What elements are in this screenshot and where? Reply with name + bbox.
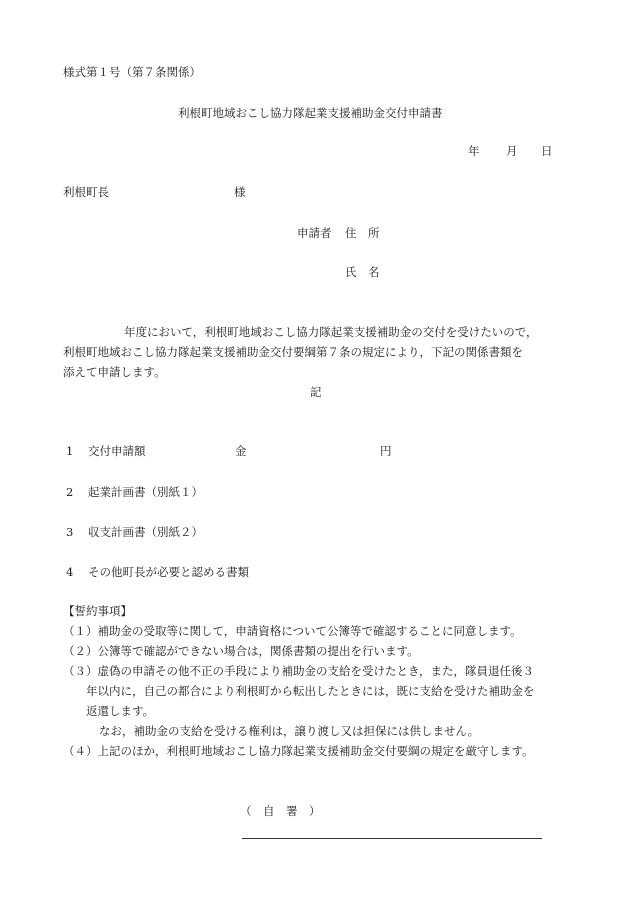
- pledge-line-1: （１）補助金の受取等に関して，申請資格について公簿等で確認することに同意します。: [63, 624, 522, 638]
- item-4-number: 4: [66, 565, 74, 579]
- date-month: 月: [506, 144, 518, 158]
- item-3-label: 収支計画書（別紙２）: [88, 525, 203, 539]
- pledge-line-3: （３）虚偽の申請その他不正の手段により補助金の支給を受けたとき，また，隊員退任後３: [63, 664, 535, 678]
- pledge-line-2: （２）公簿等で確認ができない場合は，関係書類の提出を行います。: [63, 644, 419, 658]
- item-2-number: 2: [66, 485, 74, 499]
- form-number: 様式第１号（第７条関係）: [63, 65, 201, 79]
- pledge-line-7: （４）上記のほか，利根町地域おこし協力隊起業支援補助金交付要綱の規定を厳守します。: [63, 744, 534, 758]
- form-title: 利根町地域おこし協力隊起業支援補助金交付申請書: [178, 106, 443, 120]
- signature-label: （ 自 署 ）: [240, 804, 321, 818]
- applicant-name-label: 氏 名: [345, 265, 380, 279]
- item-1-number: 1: [66, 444, 74, 458]
- pledge-heading: 【誓約事項】: [63, 604, 132, 618]
- ki-mark: 記: [310, 385, 322, 399]
- item-4-label: その他町長が必要と認める書類: [88, 565, 249, 579]
- date-day: 日: [541, 144, 553, 158]
- applicant-address-label: 住 所: [345, 226, 380, 240]
- item-3-number: 3: [66, 525, 74, 539]
- pledge-line-4: 年以内に，自己の都合により利根町から転出したときには，既に支給を受けた補助金を: [86, 684, 535, 698]
- date-year: 年: [468, 144, 480, 158]
- body-line-3: 添えて申請します。: [63, 365, 166, 379]
- addressee-name: 利根町長: [63, 185, 109, 199]
- body-line-1: 年度において，利根町地域おこし協力隊起業支援補助金の交付を受けたいので，: [124, 325, 538, 339]
- item-1-amount-prefix: 金: [235, 444, 247, 458]
- applicant-label: 申請者: [297, 226, 332, 240]
- pledge-line-5: 返還します。: [86, 704, 155, 718]
- body-line-2: 利根町地域おこし協力隊起業支援補助金交付要綱第７条の規定により，下記の関係書類を: [63, 345, 523, 359]
- item-1-label: 交付申請額: [88, 444, 146, 458]
- addressee-honorific: 様: [234, 185, 246, 199]
- item-1-amount-unit: 円: [380, 444, 392, 458]
- item-2-label: 起業計画書（別紙１）: [88, 485, 203, 499]
- pledge-line-6: なお，補助金の支給を受ける権利は，譲り渡し又は担保には供しません。: [99, 724, 480, 738]
- signature-line[interactable]: [242, 838, 542, 839]
